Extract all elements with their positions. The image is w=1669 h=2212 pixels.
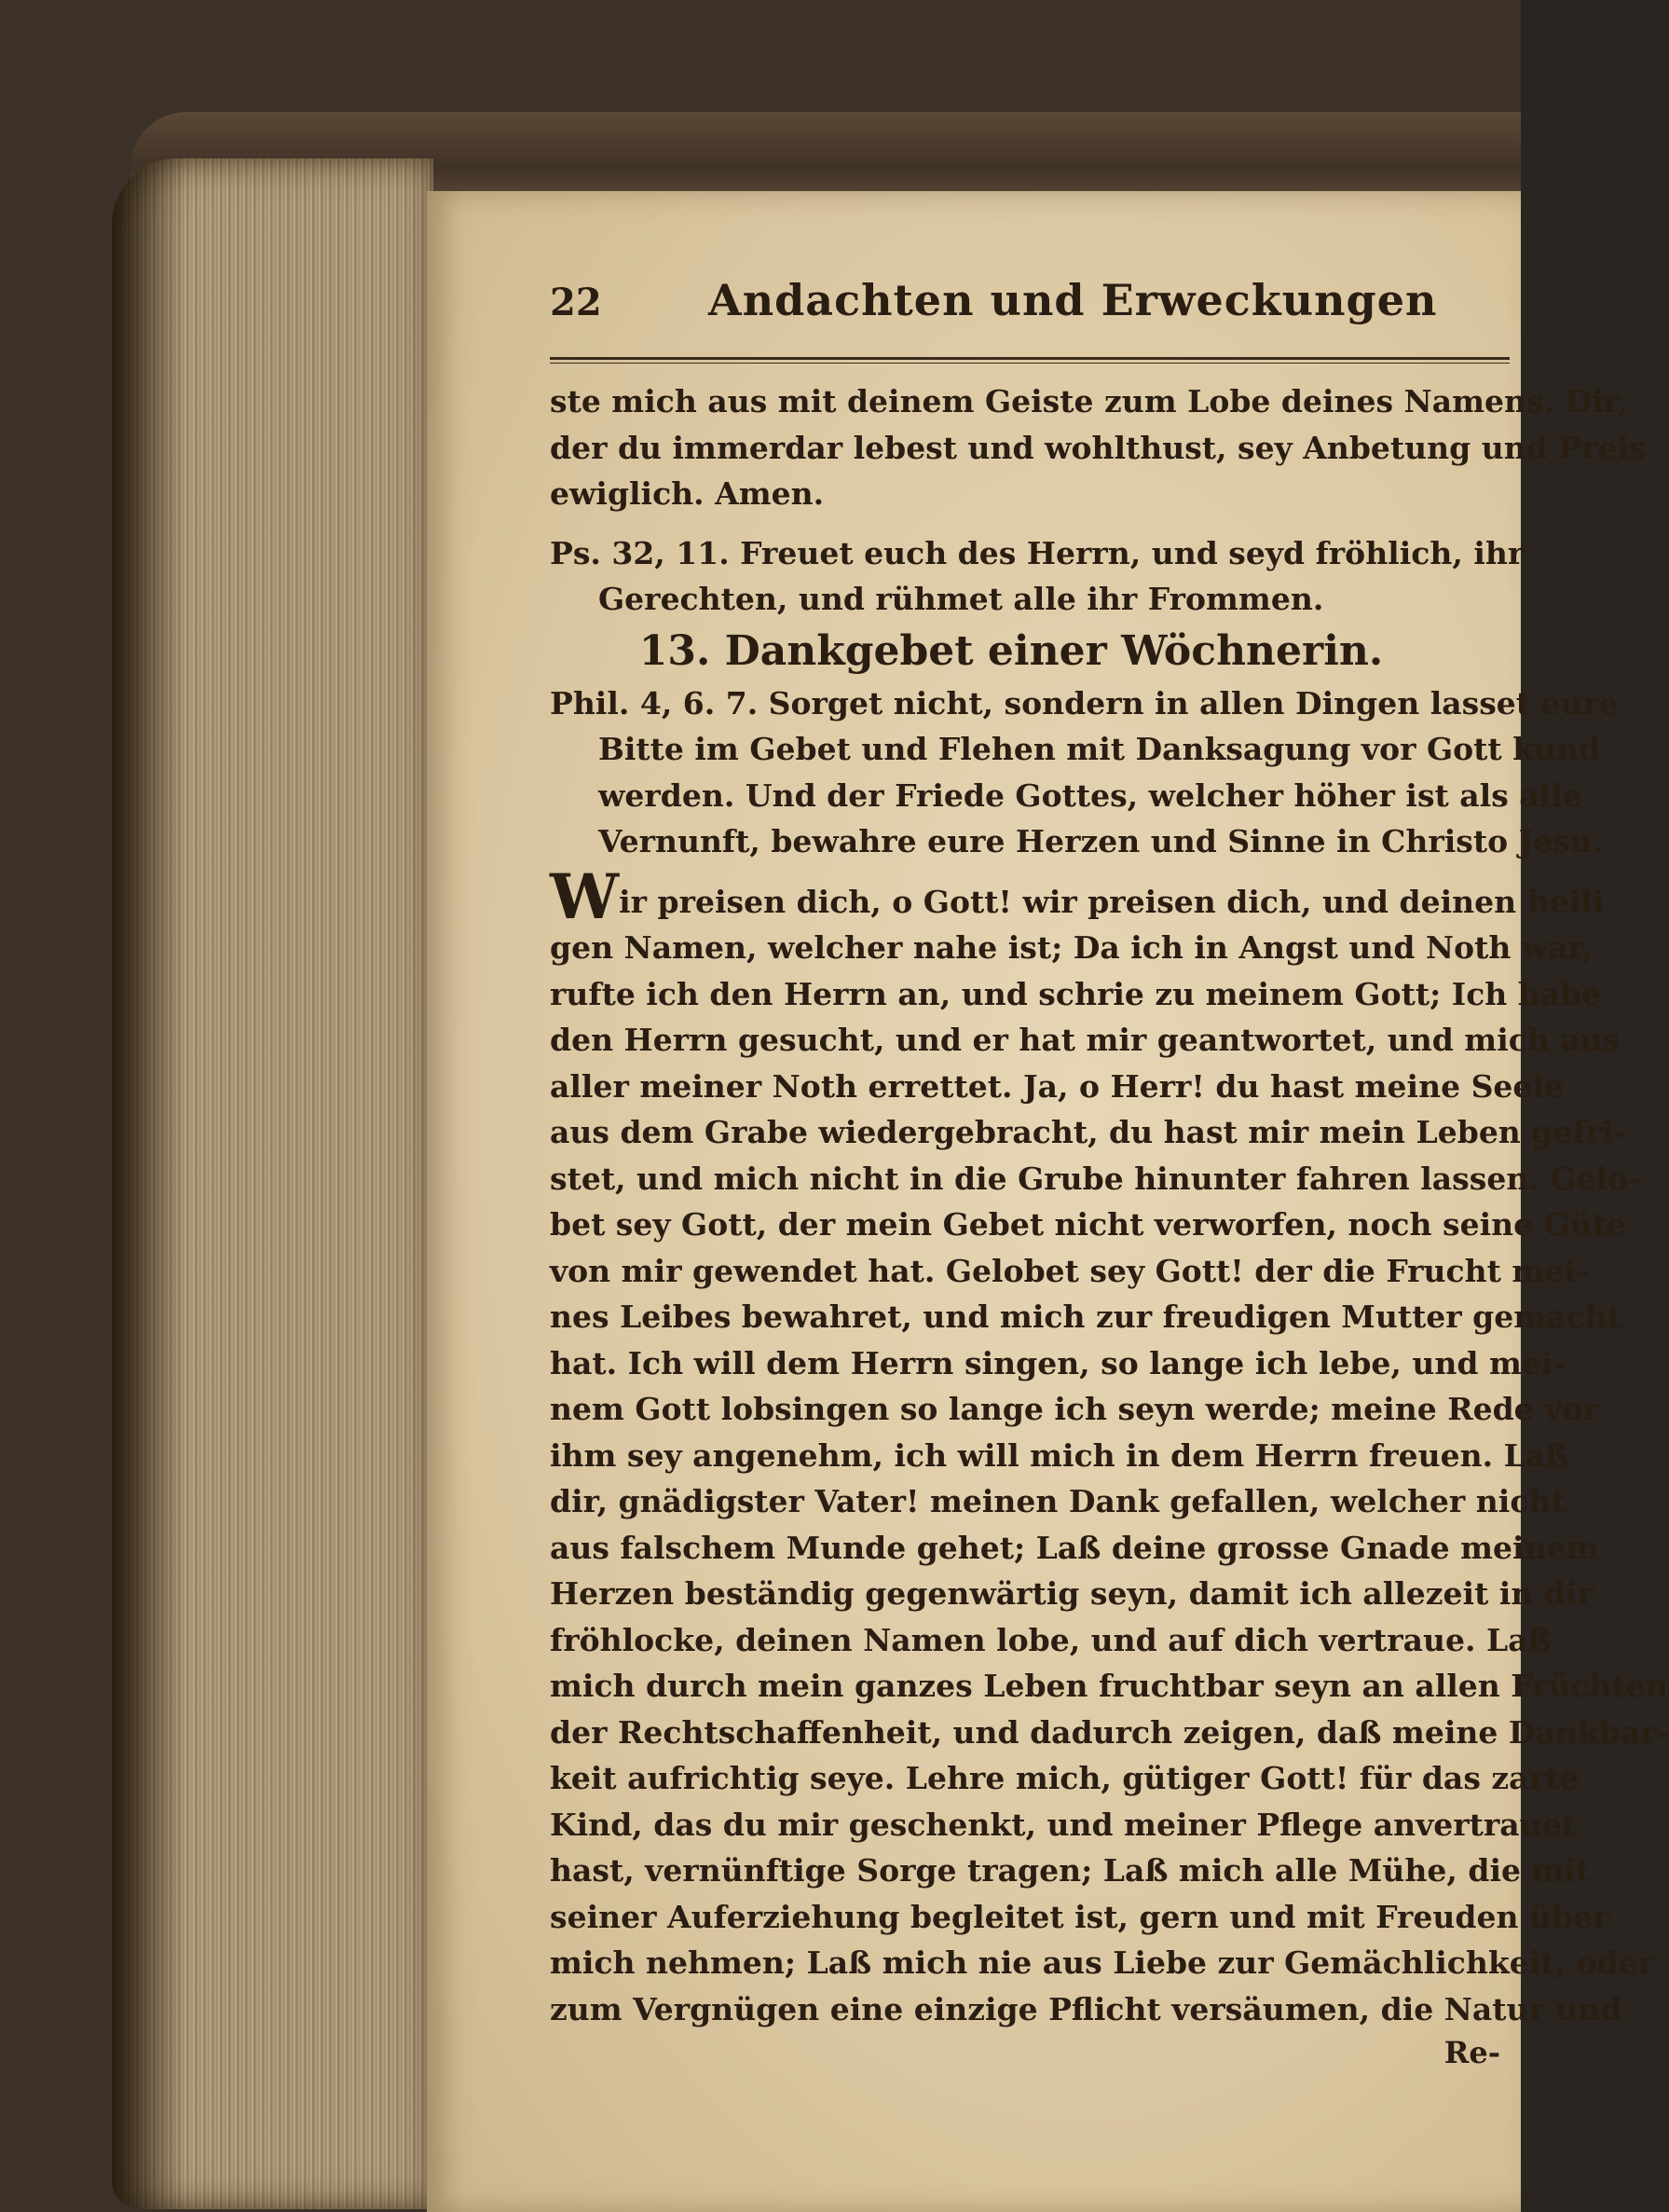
text-line: der du immerdar lebest und wohlthust, sey Anbetung und Preis <box>550 429 1647 466</box>
header-rule <box>550 357 1510 364</box>
running-title: Andachten und Erweckungen <box>708 275 1438 325</box>
epigraph <box>550 680 1619 865</box>
text-line: aller meiner Noth errettet. Ja, o Herr! du hast meine Seele <box>550 1067 1564 1105</box>
drop-initial: W <box>550 859 620 933</box>
text-line: Kind, das du mir geschenkt, und meiner Pflege anvertrauet <box>550 1806 1576 1843</box>
text-line: keit aufrichtig seye. Lehre mich, gütiger Gott! für das zarte <box>550 1760 1580 1796</box>
text-line: aus dem Grabe wiedergebracht, du hast mir mein Leben gefri- <box>550 1114 1627 1150</box>
text-line: Herzen beständig gegenwärtig seyn, damit ich allezeit in dir <box>550 1575 1594 1612</box>
text-line: Ps. 32, 11. Freuet euch des Herrn, und seyd fröhlich, ihr <box>550 534 1525 571</box>
text-line: ewiglich. Amen. <box>550 475 825 512</box>
text-line: zum Vergnügen eine einzige Pflicht versäumen, die Natur und <box>550 1990 1622 2027</box>
text-line: mich nehmen; Laß mich nie aus Liebe zur Gemächlichkeit, oder <box>550 1944 1654 1981</box>
text-line: fröhlocke, deinen Namen lobe, und auf dich vertraue. Laß <box>550 1621 1552 1658</box>
page-number: 22 <box>550 281 602 324</box>
text-line: den Herrn gesucht, und er hat mir geantwortet, und mich aus <box>550 1022 1621 1058</box>
text-line: rufte ich den Herrn an, und schrie zu meinem Gott; Ich habe <box>550 975 1602 1012</box>
opening-paragraph <box>550 378 1647 517</box>
text-line: Vernunft, bewahre eure Herzen und Sinne in Christo Jesu. <box>598 823 1604 859</box>
section-heading: 13. Dankgebet einer Wöchnerin. <box>638 626 1384 675</box>
text-line: der Rechtschaffenheit, und dadurch zeigen, daß meine Dankbar- <box>550 1713 1669 1751</box>
text-line: nem Gott lobsingen so lange ich seyn werde; meine Rede vor <box>550 1391 1599 1427</box>
text-line: hat. Ich will dem Herrn singen, so lange ich lebe, und mei- <box>550 1344 1566 1381</box>
text-line: ste mich aus mit deinem Geiste zum Lobe deines Namens. Dir, <box>550 383 1629 419</box>
text-line: von mir gewendet hat. Gelobet sey Gott! der die Frucht mei- <box>550 1252 1589 1289</box>
text-line <box>550 859 1605 933</box>
first-line-text: ir preisen dich, o Gott! wir preisen dich, und deinen heili <box>619 883 1605 920</box>
text-line: dir, gnädigster Vater! meinen Dank gefallen, welcher nicht <box>550 1483 1566 1519</box>
text-line: mich durch mein ganzes Leben fruchtbar seyn an allen Früchten <box>550 1668 1668 1704</box>
text-line: gen Namen, welcher nahe ist; Da ich in Angst und Noth war, <box>550 929 1594 966</box>
text-line: aus falschem Munde gehet; Laß deine grosse Gnade meinem <box>550 1529 1599 1566</box>
text-line: ihm sey angenehm, ich will mich in dem Herrn freuen. Laß <box>550 1436 1569 1474</box>
page-edge-shadow <box>112 158 186 2209</box>
page-header <box>550 275 1510 340</box>
text-line: werden. Und der Friede Gottes, welcher höher ist als alle <box>598 776 1582 814</box>
page-text <box>550 275 1669 2073</box>
text-line: Phil. 4, 6. 7. Sorget nicht, sondern in allen Dingen lasset eure <box>550 684 1619 721</box>
text-line: Bitte im Gebet und Flehen mit Danksagung vor Gott kund <box>598 731 1601 767</box>
text-line: Gerechten, und rühmet alle ihr Frommen. <box>598 581 1324 617</box>
text-line: nes Leibes bewahret, und mich zur freudigen Mutter gemacht <box>550 1298 1621 1335</box>
text-line: hast, vernünftige Sorge tragen; Laß mich alle Mühe, die mit <box>550 1852 1591 1889</box>
text-line: stet, und mich nicht in die Grube hinunter fahren lassen. Gelo- <box>550 1160 1641 1197</box>
catchword: Re- <box>1443 2035 1500 2070</box>
psalm-verse <box>550 530 1525 623</box>
text-line: bet sey Gott, der mein Gebet nicht verworfen, noch seine Güte <box>550 1206 1626 1243</box>
prayer-text <box>550 859 1669 2033</box>
text-line: seiner Auferziehung begleitet ist, gern und mit Freuden über <box>550 1898 1609 1935</box>
